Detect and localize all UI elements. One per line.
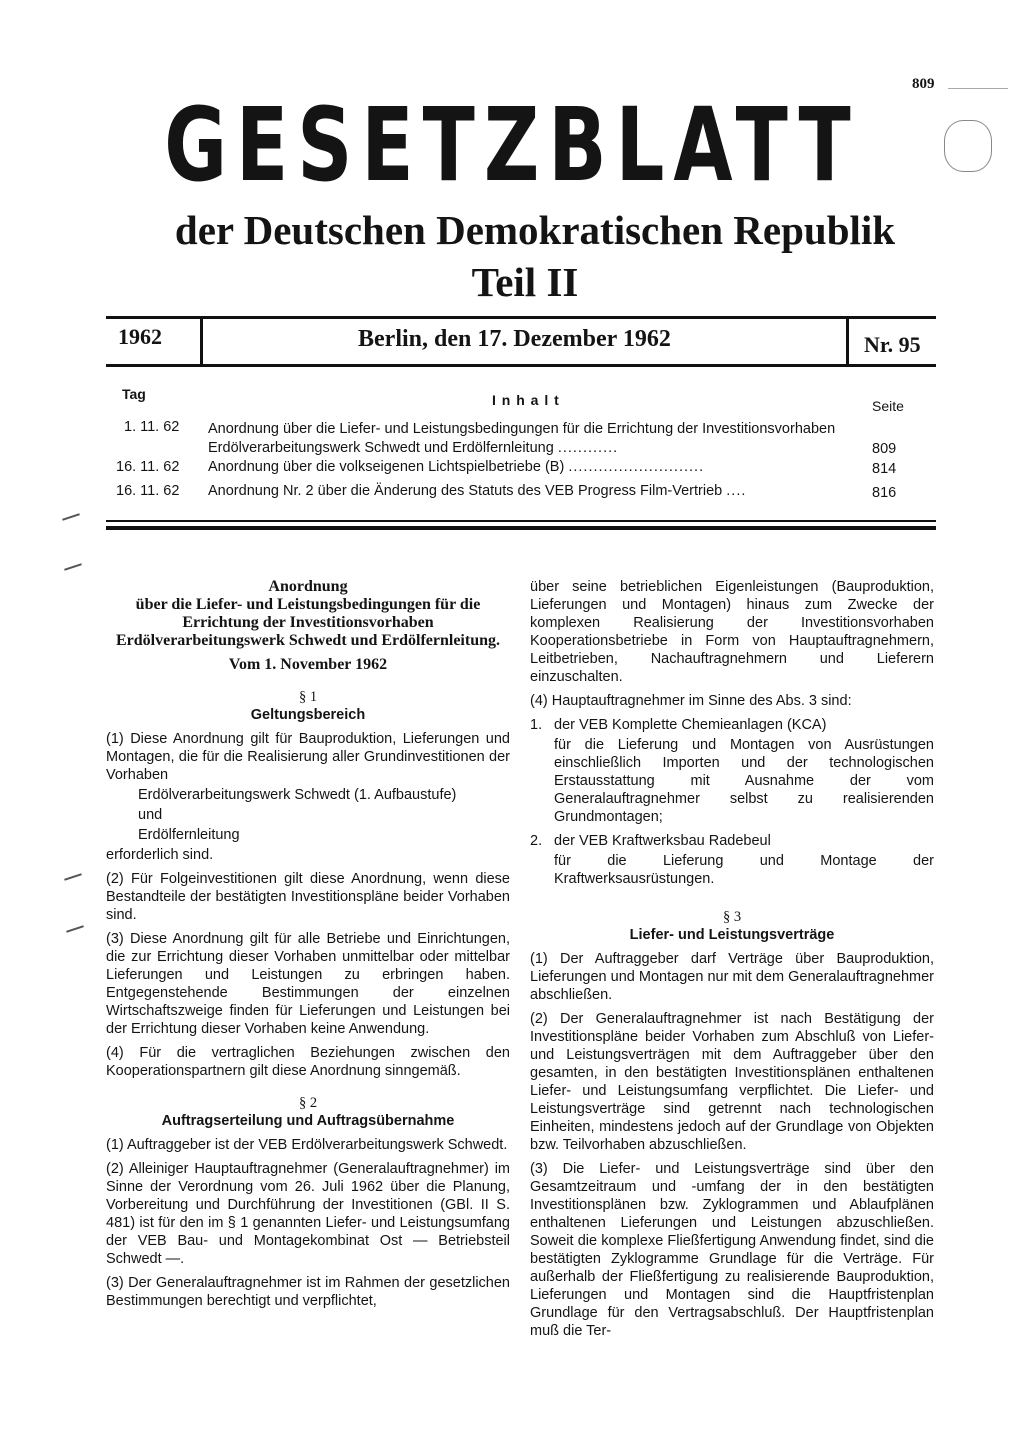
section-title: Liefer- und Leistungsverträge	[629, 927, 835, 943]
paragraph: (3) Die Liefer- und Leistungsverträge sind über den Gesamtzeitraum und -umfang der in den bestätigten Investitionsplänen bzw. Zyklogrammen und Ablaufplänen enthaltenen Lieferungen und Leistungen abzuschließen. Soweit die komplexe Fließfertigung Anwendung findet, sind die bestätigten Zyklogramme Grundlage für die Verträge. Für außerhalb der Fließfertigung zu realisierende Bauproduktion, Lieferungen und Montagen sind die Hauptfristenplan Grundlage für den Vertragsabschluß. Der Hauptfristenplan muß die Ter-	[530, 1161, 934, 1339]
paragraph: (1) Der Auftraggeber darf Verträge über Bauproduktion, Lieferungen und Montagen nur mit dem Generalauftragnehmer abschließen.	[530, 951, 934, 1003]
divider	[106, 526, 936, 530]
section-title: Geltungsbereich	[250, 707, 366, 723]
header-separator	[200, 318, 203, 364]
paragraph: über seine betrieblichen Eigenleistungen (Bauproduktion, Lieferungen und Montagen) hinaus zum Zwecke der komplexen Realisierung der Investitionsvorhaben Kooperationsbetriebe in Form von Hauptauftragnehmern, Leitbetrieben, Nachauftragnehmern und Lieferern einzuschalten.	[530, 579, 934, 685]
paragraph: (2) Alleiniger Hauptauftragnehmer (Generalauftragnehmer) im Sinne der Verordnung vom 26. Juli 1962 über die Planung, Vorbereitung und Durchführung der Investitionen (GBl. II S. 481) ist für den im § 1 genannten Liefer- und Leistungsumfang der VEB Bau- und Montagekombinat Ost — Betriebsteil Schwedt —.	[106, 1161, 510, 1267]
order-heading: Anordnung	[268, 578, 348, 595]
section-number: § 3	[722, 909, 742, 925]
margin-mark	[64, 873, 82, 880]
masthead-subtitle: der Deutschen Demokratischen Republik	[174, 207, 896, 253]
toc-entry-text: Anordnung über die volkseigenen Lichtspielbetriebe (B) ...........................	[208, 459, 705, 475]
toc-entry-page: 816	[872, 485, 897, 501]
toc-entry-date: 16. 11. 62	[116, 483, 180, 499]
masthead-title: GESETZBLATT	[164, 86, 860, 205]
section-number: § 1	[298, 689, 318, 705]
paragraph: (4) Hauptauftragnehmer im Sinne des Abs. 3 sind:	[530, 693, 852, 709]
paragraph: Erdölverarbeitungswerk Schwedt (1. Aufbaustufe)	[138, 787, 457, 803]
order-subject: über die Liefer- und Leistungsbedingungen für die Errichtung der Investitionsvorhaben Erdölverarbeitungswerk Schwedt und Erdölfernleitung.	[115, 596, 500, 649]
margin-mark	[66, 925, 84, 932]
header-rule-top	[106, 316, 936, 319]
list-item-text: für die Lieferung und Montage der Kraftwerksausrüstungen.	[554, 853, 934, 887]
list-item	[530, 832, 934, 894]
list-number: 2.	[530, 833, 543, 849]
header-separator	[846, 318, 849, 364]
page-number: 809	[912, 76, 935, 92]
paragraph: (2) Für Folgeinvestitionen gilt diese Anordnung, wenn diese Bestandteile der bestätigten Investitionspläne beider Vorhaben sind.	[106, 871, 510, 923]
masthead-part: Teil II	[471, 259, 579, 305]
list-item	[530, 716, 934, 832]
toc-entry-date: 16. 11. 62	[116, 459, 180, 475]
issue-number: Nr. 95	[864, 332, 921, 357]
paragraph: (3) Der Generalauftragnehmer ist im Rahmen der gesetzlichen Bestimmungen berechtigt und verpflichtet,	[106, 1275, 510, 1309]
list-item-name: der VEB Komplette Chemieanlagen (KCA)	[554, 717, 827, 733]
paragraph: (2) Der Generalauftragnehmer ist nach Bestätigung der Investitionspläne beider Vorhaben zum Abschluß von Liefer- und Leistungsverträgen mit dem Auftraggeber über den gesamten, in den bestätigten Investitionsplänen enthaltenen Liefer- und Leistungsumfang verpflichtet. Die Liefer- und Leistungsverträge sind getrennt nach technologischen Einheiten, mindestens jedoch auf der Grundlage von Objekten bzw. Teilvorhaben abzuschließen.	[530, 1011, 934, 1153]
divider	[106, 520, 936, 522]
margin-mark	[62, 513, 80, 520]
toc-entry-text: Anordnung Nr. 2 über die Änderung des Statuts des VEB Progress Film-Vertrieb ....	[208, 483, 747, 499]
handwritten-annotation	[944, 120, 992, 172]
left-column	[106, 578, 510, 1316]
toc-header-page: Seite	[872, 398, 904, 414]
paragraph: und	[138, 807, 163, 823]
margin-mark	[64, 563, 82, 570]
toc-entry-page: 809	[872, 441, 897, 457]
divider	[948, 88, 1008, 89]
toc-entry-page: 814	[872, 461, 897, 477]
toc-entry-date: 1. 11. 62	[124, 419, 180, 435]
paragraph: erforderlich sind.	[106, 847, 214, 863]
list-item-text: für die Lieferung und Montagen von Ausrüstungen einschließlich Importen und der technologischen Erstausstattung mit Ausnahme der vom Generalauftragnehmer selbst zu realisierenden Grundmontagen;	[554, 737, 934, 825]
paragraph: (4) Für die vertraglichen Beziehungen zwischen den Kooperationspartnern gilt diese Anordnung sinngemäß.	[106, 1045, 510, 1079]
issue-year: 1962	[118, 324, 162, 349]
paragraph: (1) Auftraggeber ist der VEB Erdölverarbeitungswerk Schwedt.	[106, 1137, 508, 1153]
toc-entry-text: Anordnung über die Liefer- und Leistungsbedingungen für die Errichtung der Investitionsvorhaben Erdölverarbeitungswerk Schwedt und Erdölfernleitung ............	[208, 421, 836, 456]
section-title: Auftragserteilung und Auftragsübernahme	[161, 1113, 455, 1129]
section-number: § 2	[298, 1095, 318, 1111]
right-column	[530, 578, 934, 1346]
list-number: 1.	[530, 717, 543, 733]
toc-header-date: Tag	[122, 386, 146, 402]
header-rule-bottom	[106, 364, 936, 367]
paragraph: Erdölfernleitung	[138, 827, 240, 843]
order-date: Vom 1. November 1962	[228, 656, 388, 673]
paragraph: (3) Diese Anordnung gilt für alle Betriebe und Einrichtungen, die zur Errichtung dieser Vorhaben unmittelbar oder mittelbar Lieferungen und Leistungen zu erbringen haben. Entgegenstehende Bestimmungen der einzelnen Wirtschaftszweige finden für Lieferungen und Leistungen bei der Errichtung dieser Vorhaben keine Anwendung.	[106, 931, 510, 1037]
list-item-name: der VEB Kraftwerksbau Radebeul	[554, 833, 771, 849]
toc-header-content: I n h a l t	[492, 392, 560, 408]
paragraph: (1) Diese Anordnung gilt für Bauproduktion, Lieferungen und Montagen, die für die Realisierung aller Grundinvestitionen der Vorhaben	[106, 731, 510, 783]
issue-date: Berlin, den 17. Dezember 1962	[358, 326, 671, 352]
